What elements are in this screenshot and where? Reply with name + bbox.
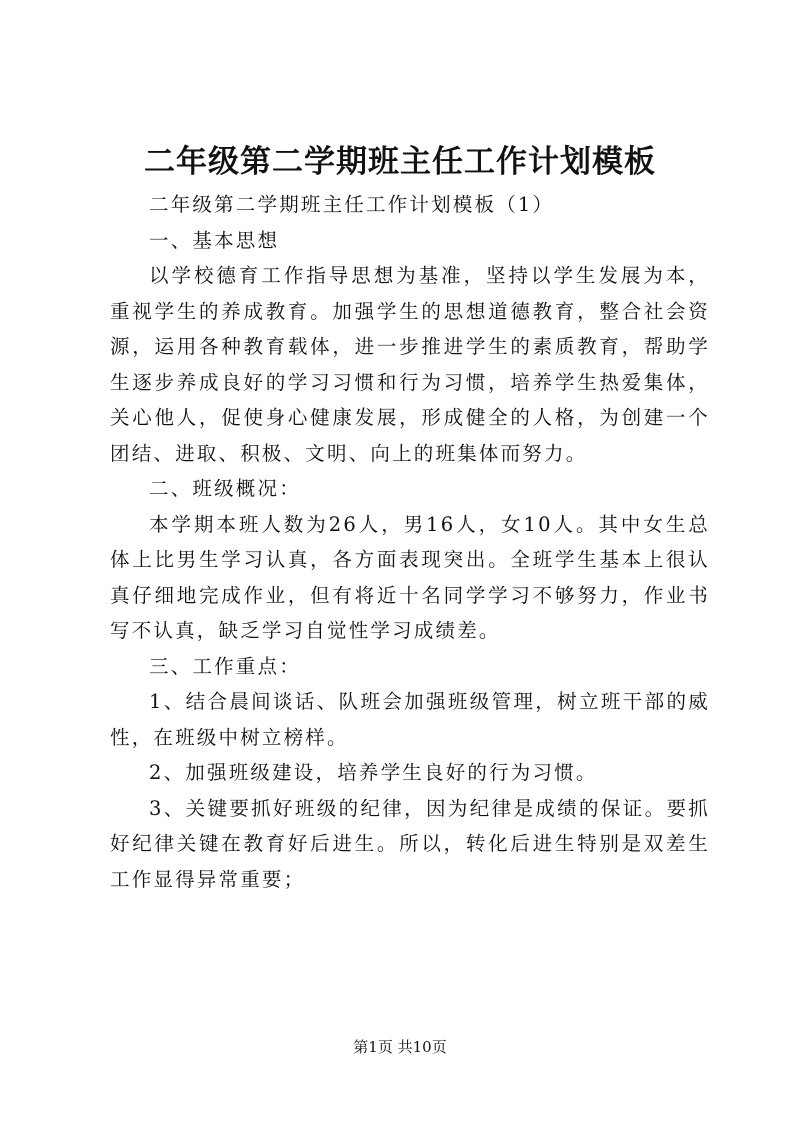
page-footer: 第1页 共10页 xyxy=(353,1038,447,1056)
heading-work-focus: 三、工作重点： xyxy=(149,654,301,678)
paragraph-focus-1: 1、结合晨间谈话、队班会加强班级管理，树立班干部的威性，在班级中树立榜样。 xyxy=(110,690,710,749)
section-subtitle: 二年级第二学期班主任工作计划模板（1） xyxy=(149,193,555,216)
paragraph-basic-thought: 以学校德育工作指导思想为基准，坚持以学生发展为本，重视学生的养成教育。加强学生的思想道德教育，整合社会资源，运用各种教育载体，进一步推进学生的素质教育，帮助学生逐步养成良好的学习习惯和行为习惯，培养学生热爱集体，关心他人，促使身心健康发展，形成健全的人格，为创建一个团结、进取、积极、文明、向上的班集体而努力。 xyxy=(110,264,710,465)
paragraph-focus-3: 3、关键要抓好班级的纪律，因为纪律是成绩的保证。要抓好纪律关键在教育好后进生。所以，转化后进生特别是双差生工作显得异常重要； xyxy=(110,796,710,891)
paragraph-focus-2: 2、加强班级建设，培养学生良好的行为习惯。 xyxy=(149,761,598,784)
document-title: 二年级第二学期班主任工作计划模板 xyxy=(144,144,656,180)
heading-basic-thought: 一、基本思想 xyxy=(149,228,280,252)
heading-class-overview: 二、班级概况： xyxy=(149,477,301,500)
paragraph-class-overview: 本学期本班人数为26人，男16人，女10人。其中女生总体上比男生学习认真，各方面表现突出。全班学生基本上很认真仔细地完成作业，但有将近十名同学学习不够努力，作业书写不认真，缺乏学习自觉性学习成绩差。 xyxy=(110,512,710,642)
document-body xyxy=(110,187,710,897)
